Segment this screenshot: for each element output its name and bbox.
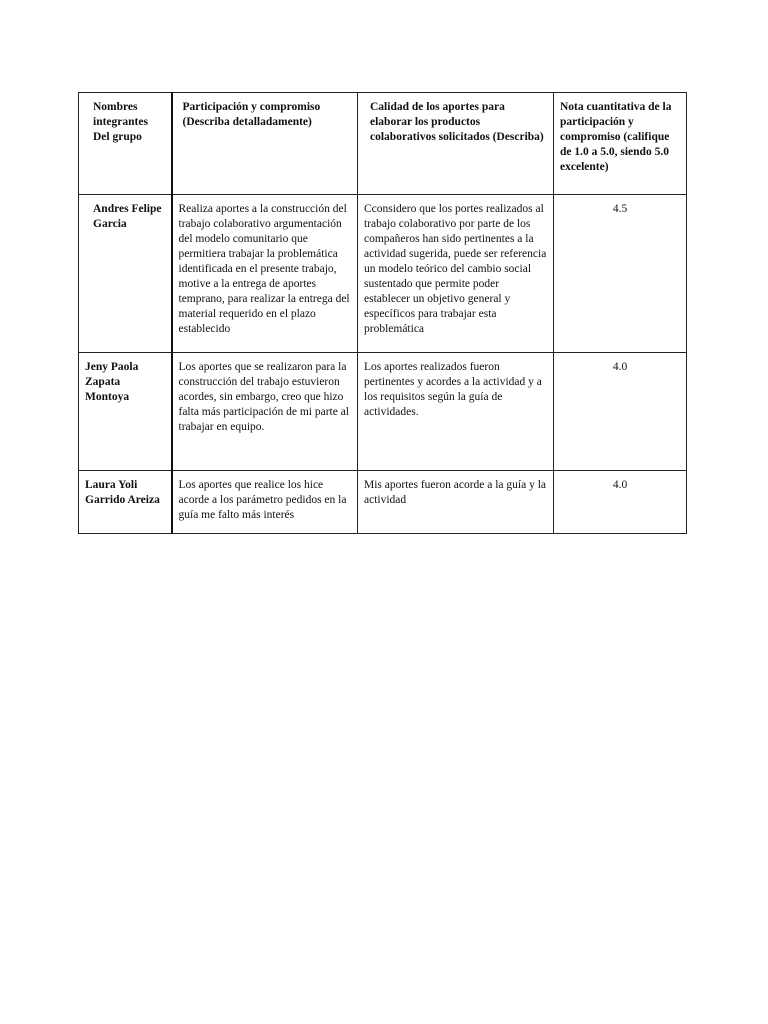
table-row [79, 353, 687, 471]
calidad-cell: Cconsidero que los portes realizados al trabajo colaborativo por parte de los compañeros han sido pertinentes a la actividad sugerida, puede ser referencia un modelo teórico del cambio social sustentado que permite poder establecer un objetivo general y específicos para trabajar esta problemática [358, 195, 554, 353]
table-header-row [79, 93, 687, 195]
header-nota: Nota cuantitativa de la participación y compromiso (califique de 1.0 a 5.0, siendo 5.0 excelente) [554, 93, 687, 195]
nota-cell: 4.0 [554, 353, 687, 471]
header-nombres: Nombres integrantes Del grupo [79, 93, 172, 195]
nota-cell: 4.0 [554, 471, 687, 534]
participacion-cell: Realiza aportes a la construcción del trabajo colaborativo argumentación del modelo comunitario que permitiera trabajar la problemática identificada en el presente trabajo, motive a la entrega de aportes temprano, para realizar la entrega del material requerido en el plazo establecido [172, 195, 358, 353]
header-participacion: Participación y compromiso (Describa detalladamente) [172, 93, 358, 195]
table-row [79, 471, 687, 534]
header-calidad: Calidad de los aportes para elaborar los productos colaborativos solicitados (Describa) [358, 93, 554, 195]
member-name: Jeny Paola Zapata Montoya [79, 353, 172, 471]
participacion-cell: Los aportes que se realizaron para la construcción del trabajo estuvieron acordes, sin embargo, creo que hizo falta más participación de mi parte al trabajar en equipo. [172, 353, 358, 471]
participacion-cell: Los aportes que realice los hice acorde a los parámetro pedidos en la guía me falto más interés [172, 471, 358, 534]
calidad-cell: Mis aportes fueron acorde a la guía y la actividad [358, 471, 554, 534]
nota-cell: 4.5 [554, 195, 687, 353]
member-name: Andres Felipe Garcia [79, 195, 172, 353]
evaluation-table [78, 92, 687, 534]
table-row [79, 195, 687, 353]
member-name: Laura Yoli Garrido Areiza [79, 471, 172, 534]
calidad-cell: Los aportes realizados fueron pertinentes y acordes a la actividad y a los requisitos según la guía de actividades. [358, 353, 554, 471]
